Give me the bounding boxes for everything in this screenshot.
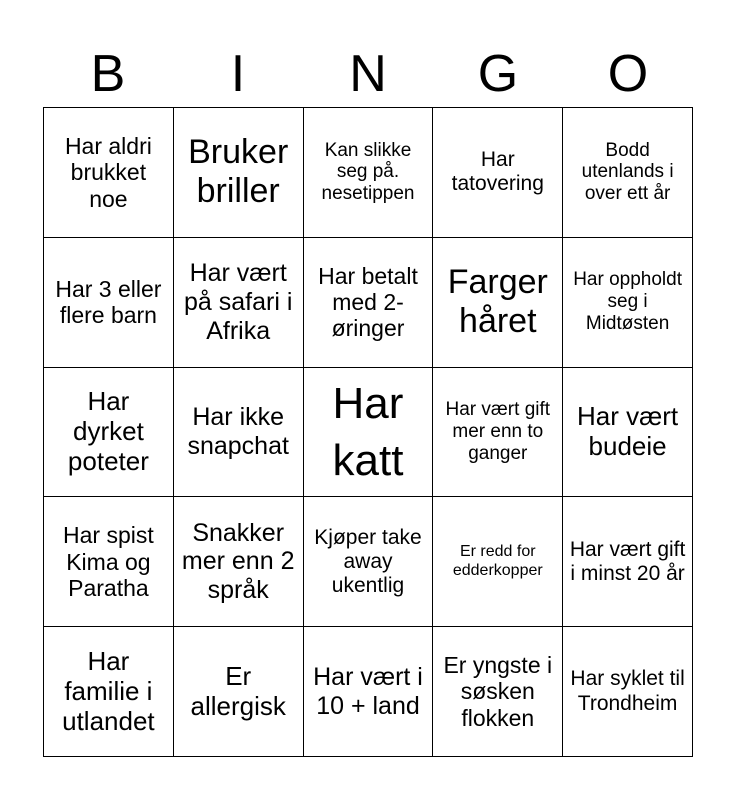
bingo-header [43,40,693,108]
cell-text: Har betalt med 2-øringer [318,262,418,342]
bingo-cell-r1-c3[interactable] [304,108,434,238]
header-letter-n: N [349,45,387,103]
cell-text: Kan slikke seg på. nesetippen [321,139,415,205]
bingo-cell-r4-c3[interactable] [304,497,434,627]
bingo-cell-r1-c5[interactable] [563,108,693,238]
cell-text: Bruker briller [188,133,289,211]
cell-text: Kjøper take away ukentlig [314,525,422,597]
bingo-cell-r5-c1[interactable] [44,627,174,757]
bingo-cell-r2-c1[interactable] [44,238,174,368]
cell-text: Har familie i utlandet [62,645,155,736]
bingo-cell-r5-c3[interactable] [304,627,434,757]
bingo-cell-r4-c1[interactable] [44,497,174,627]
bingo-grid [43,107,693,757]
bingo-cell-r1-c2[interactable] [174,108,304,238]
bingo-cell-r5-c5[interactable] [563,627,693,757]
bingo-cell-r2-c3[interactable] [304,238,434,368]
cell-text: Har vært gift i minst 20 år [569,537,686,585]
cell-text: Har spist Kima og Paratha [63,522,154,601]
bingo-cell-r2-c4[interactable] [433,238,563,368]
bingo-cell-r5-c4[interactable] [433,627,563,757]
cell-text: Er yngste i søsken flokken [443,651,553,731]
bingo-cell-r4-c5[interactable] [563,497,693,627]
cell-text: Har katt [332,378,404,485]
cell-text: Bodd utenlands i over ett år [581,139,674,205]
bingo-cell-r2-c2[interactable] [174,238,304,368]
header-letter-b: B [90,45,126,103]
header-letter-g: G [477,45,519,103]
header-letter-i: I [230,45,246,103]
cell-text: Har dyrket poteter [67,386,149,476]
cell-text: Har aldri brukket noe [64,132,152,212]
cell-text: Har vært i 10 + land [313,662,423,720]
bingo-cell-r3-c4[interactable] [433,368,563,498]
bingo-cell-r3-c3[interactable] [304,368,434,498]
header-letter-o: O [607,45,649,103]
cell-text: Farger håret [447,263,548,341]
cell-text: Har syklet til Trondheim [570,667,685,715]
cell-text: Har tatovering [451,148,544,196]
cell-text: Er redd for edderkopper [452,543,543,579]
bingo-cell-r1-c1[interactable] [44,108,174,238]
bingo-cell-r3-c2[interactable] [174,368,304,498]
bingo-cell-r1-c4[interactable] [433,108,563,238]
cell-text: Har 3 eller flere barn [55,275,162,329]
bingo-cell-r4-c4[interactable] [433,497,563,627]
cell-text: Er allergisk [190,660,286,721]
cell-text: Har vært gift mer enn to ganger [445,399,551,464]
cell-text: Har vært budeie [577,401,679,461]
cell-text: Har oppholdt seg i Midtøsten [573,269,682,335]
cell-text: Har ikke snapchat [187,403,289,460]
bingo-cell-r3-c5[interactable] [563,368,693,498]
cell-text: Snakker mer enn 2 språk [181,518,295,605]
bingo-cell-r5-c2[interactable] [174,627,304,757]
cell-text: Har vært på safari i Afrika [184,259,293,345]
bingo-cell-r4-c2[interactable] [174,497,304,627]
bingo-cell-r3-c1[interactable] [44,368,174,498]
bingo-cell-r2-c5[interactable] [563,238,693,368]
